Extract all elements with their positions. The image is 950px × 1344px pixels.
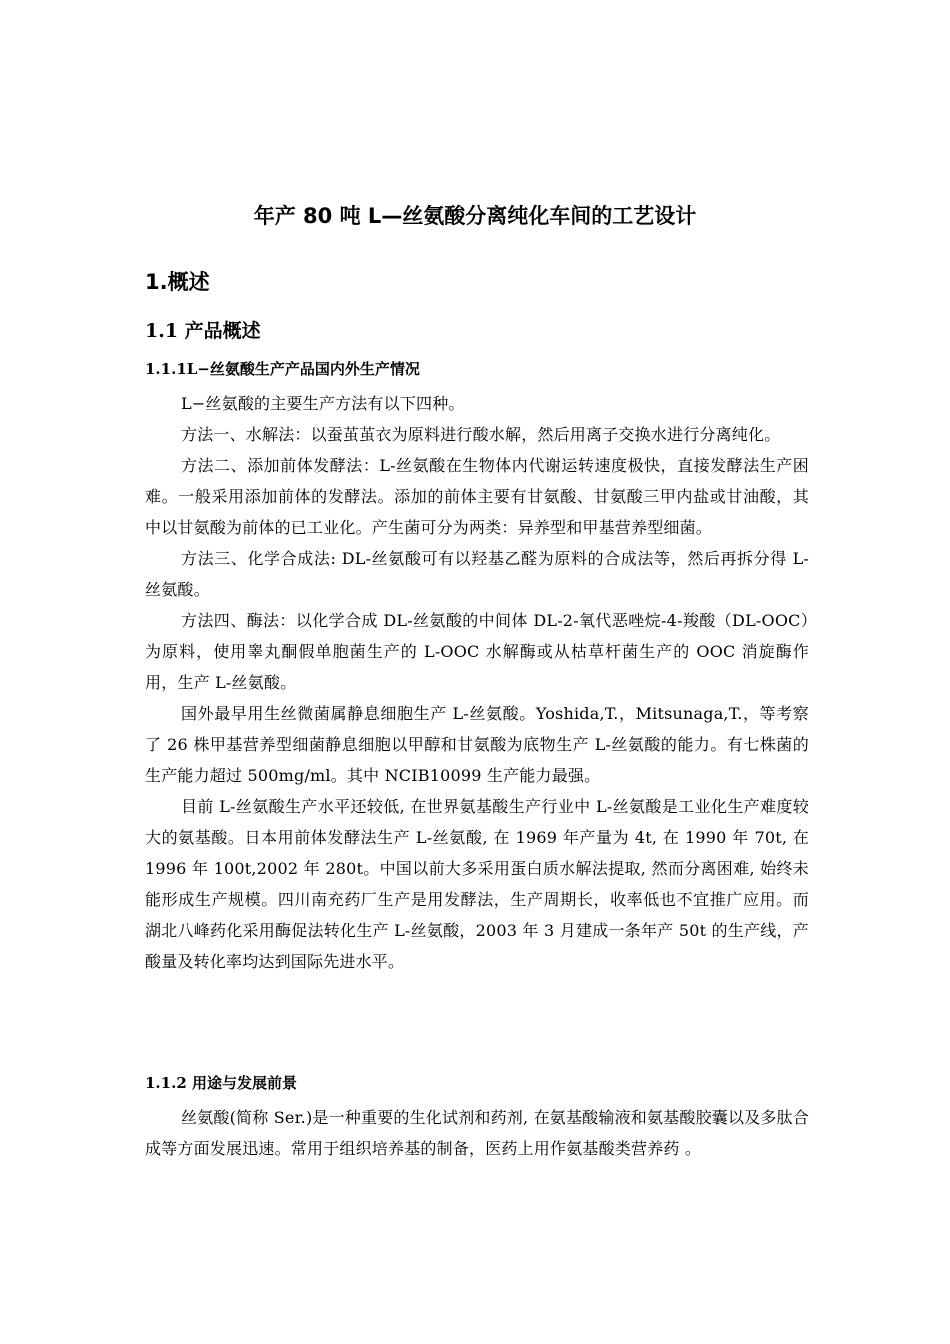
paragraph: L−丝氨酸的主要生产方法有以下四种。 — [181, 394, 465, 413]
paragraph: 目前 L-丝氨酸生产水平还较低, 在世界氨基酸生产行业中 L-丝氨酸是工业化生产难度较大的氨基酸。日本用前体发酵法生产 L-丝氨酸, 在 1969 年产量为 4t, 在 1990 年 70t, 在 1996 年 100t,2002 年 280t。中国以前大多采用蛋白质水解法提取, 然而分离困难, 始终未能形成生产规模。四川南充药厂生产是用发酵法，生产周期长，收率低也不宜推广应用。而湖北八峰药化采用酶促法转化生产 L-丝氨酸，2003 年 3 月建成一条年产 50t 的生产线，产酸量及转化率均达到国际先进水平。 — [145, 797, 809, 971]
section-1-1-2-body — [145, 1102, 809, 1164]
paragraph: 方法三、化学合成法: DL-丝氨酸可有以羟基乙醛为原料的合成法等，然后再拆分得 L-丝氨酸。 — [145, 549, 809, 599]
paragraph: 丝氨酸(简称 Ser.)是一种重要的生化试剂和药剂, 在氨基酸输液和氨基酸胶囊以及多肽合成等方面发展迅速。常用于组织培养基的制备，医药上用作氨基酸类营养药 。 — [145, 1108, 809, 1158]
paragraph: 方法四、酶法：以化学合成 DL-丝氨酸的中间体 DL-2-氧代恶唑烷-4-羧酸（DL-OOC）为原料，使用睾丸酮假单胞菌生产的 L-OOC 水解酶或从枯草杆菌生产的 OOC 消旋酶作用，生产 L-丝氨酸。 — [145, 611, 809, 692]
paragraph: 方法一、水解法：以蚕茧茧衣为原料进行酸水解，然后用离子交换水进行分离纯化。 — [181, 425, 781, 444]
document-title: 年产 80 吨 L—丝氨酸分离纯化车间的工艺设计 — [253, 204, 697, 228]
paragraph: 方法二、添加前体发酵法：L-丝氨酸在生物体内代谢运转速度极快，直接发酵法生产困难。一般采用添加前体的发酵法。添加的前体主要有甘氨酸、甘氨酸三甲内盐或甘油酸，其中以甘氨酸为前体的已工业化。产生菌可分为两类：异养型和甲基营养型细菌。 — [145, 456, 809, 537]
section-1-1-1-body — [145, 388, 809, 977]
paragraph: 国外最早用生丝微菌属静息细胞生产 L-丝氨酸。Yoshida,T.，Mitsunaga,T.，等考察了 26 株甲基营养型细菌静息细胞以甲醇和甘氨酸为底物生产 L-丝氨酸的能力。有七株菌的生产能力超过 500mg/ml。其中 NCIB10099 生产能力最强。 — [145, 704, 809, 785]
section-heading-1: 1.概述 — [145, 270, 210, 294]
section-heading-1-1-2: 1.1.2 用途与发展前景 — [145, 1074, 297, 1092]
section-heading-1-1-1: 1.1.1L−丝氨酸生产产品国内外生产情况 — [145, 360, 420, 378]
section-heading-1-1: 1.1 产品概述 — [145, 320, 261, 342]
